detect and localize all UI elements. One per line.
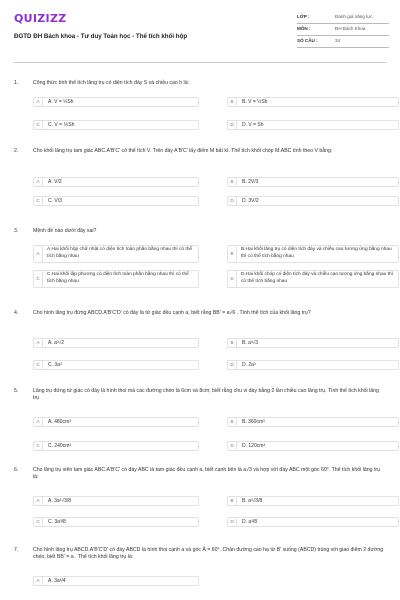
option-letter: C (34, 442, 43, 450)
option-letter: C (34, 361, 43, 369)
option-c[interactable] (33, 360, 199, 370)
meta-row-count (297, 36, 389, 48)
question-number: 6. (14, 467, 19, 473)
option-text: C. 3a³/8 (48, 518, 66, 525)
meta-row-class (297, 12, 389, 24)
question-number: 5. (14, 388, 19, 394)
option-text: C. V = ⅙Sh (48, 121, 75, 128)
option-text: D. 2a³ (242, 361, 256, 368)
option-letter: D (228, 442, 237, 450)
option-letter: A (34, 178, 43, 186)
worksheet-meta (297, 12, 389, 48)
option-text: A.Hai khối hộp chữ nhật có diện tích toàn phần bằng nhau thì có thể tích bằng nhau (47, 247, 193, 259)
option-b[interactable] (227, 338, 399, 348)
option-text: A. 480cm³ (48, 418, 71, 425)
option-letter: C (34, 518, 43, 526)
option-letter: A (34, 577, 43, 585)
meta-value: 34 (335, 38, 341, 44)
option-a[interactable] (33, 338, 199, 348)
option-text: C. 3a³ (48, 361, 62, 368)
question-number: 4. (14, 310, 19, 316)
option-text: D. 3V/2 (242, 197, 259, 204)
option-c[interactable] (33, 517, 199, 527)
question-text: Cho lăng trụ xiên tam giác ABC.A′B′C′ có đáy ABC là tam giác đều cạnh a, biết cạnh bên là a√3 và hợp với đáy ABC một góc 60°. Thể tích khối lăng trụ là: (33, 467, 381, 481)
option-d[interactable] (227, 270, 399, 288)
option-text: B. a³√3/8 (242, 497, 263, 504)
question-text: Cho hình lăng trụ đứng ABCD.A′B′C′D′ có đáy là tứ giác đều cạnh a, biết rằng BB′ = a√6 . Tính thể tích của khối lăng trụ? (33, 310, 311, 316)
meta-value: Đánh giá năng lực (335, 14, 373, 20)
option-b[interactable] (227, 177, 399, 187)
option-letter: B (228, 339, 237, 347)
option-text: D. V = Sh (242, 121, 264, 128)
option-letter: B (228, 178, 237, 186)
option-b[interactable] (227, 97, 399, 107)
option-text: D.Hai khối chóp có diện tích đáy và chiều cao tương ứng bằng nhau thì có thể tích bằng nhau (241, 272, 393, 284)
option-letter: D (228, 271, 237, 287)
option-d[interactable] (227, 360, 399, 370)
question-text: Công thức tính thể tích lăng trụ có diện tích đáy S và chiều cao h là: (33, 80, 190, 86)
option-b[interactable] (227, 245, 399, 263)
question-number: 3. (14, 228, 19, 234)
option-text: A. V = ⅓Sh (48, 98, 74, 105)
option-text: A. a³√2 (48, 339, 65, 346)
option-letter: A (34, 497, 43, 505)
option-letter: A (34, 339, 43, 347)
option-a[interactable] (33, 177, 199, 187)
meta-key: MÔN : (297, 26, 311, 32)
question-text: Mệnh đề nào dưới đây sai? (33, 228, 97, 234)
option-text: A. 3a³√3/8 (48, 497, 72, 504)
quizizz-logo: QUIZIZZ (14, 12, 67, 25)
option-a[interactable] (33, 417, 199, 427)
option-text: C.Hai khối lập phương có diện tích toàn phần bằng nhau thì có thể tích bằng nhau (47, 272, 189, 284)
option-text: C. V/3 (48, 197, 62, 204)
option-letter: D (228, 197, 237, 205)
question-text: Cho khối lăng trụ tam giác ABC.A′B′C′ có thể tích V. Trên đáy A′B′C′ lấy điểm M bất kì. Thể tích khối chóp M.ABC tính theo V bằng: (33, 148, 333, 154)
meta-key: LỚP : (297, 14, 310, 20)
question-number: 1. (14, 80, 19, 86)
option-a[interactable] (33, 97, 199, 107)
option-letter: C (34, 121, 43, 129)
meta-value: ĐH Bách Khoa (335, 26, 366, 32)
meta-row-subject (297, 24, 389, 36)
option-a[interactable] (33, 496, 199, 506)
option-text: B. V = ½Sh (242, 98, 268, 105)
option-a[interactable] (33, 245, 199, 263)
option-text: A. V/2 (48, 178, 62, 185)
option-text: B. 2V/3 (242, 178, 259, 185)
option-letter: A (34, 98, 43, 106)
option-d[interactable] (227, 196, 399, 206)
option-letter: D (228, 121, 237, 129)
question-2 (14, 148, 386, 214)
question-4 (14, 310, 386, 380)
option-text: B.Hai khối lăng trụ có diện tích đáy và chiều cao tương ứng bằng nhau thì có thể tích bằng nhau (241, 247, 392, 259)
option-letter: B (228, 418, 237, 426)
option-text: B. a³√3 (242, 339, 259, 346)
option-letter: A (34, 418, 43, 426)
question-number: 2. (14, 148, 19, 154)
option-text: D. 120cm³ (242, 442, 266, 449)
option-b[interactable] (227, 417, 399, 427)
question-text: Lăng trụ đứng tứ giác có đáy là hình thoi mà các đường chéo là 6cm và 8cm; biết rằng chu vi đáy bằng 2 lần chiều cao lăng trụ. Tính thể tích khối lăng trụ (33, 388, 379, 402)
option-a[interactable] (33, 576, 199, 586)
option-letter: D (228, 361, 237, 369)
option-c[interactable] (33, 441, 199, 451)
question-1 (14, 80, 386, 136)
option-b[interactable] (227, 496, 399, 506)
question-text: Cho hình lăng trụ ABCD.A′B′C′D′ có đáy ABCD là hình thoi cạnh a và góc Â = 60°. Chân đường cao hạ từ B′ xuống (ABCD) trùng với giao điểm 2 đường chéo, biết BB′ = a . Thể tích khối lăng trụ là: (33, 547, 384, 561)
option-letter: D (228, 518, 237, 526)
option-text: A. 3a³/4 (48, 577, 66, 584)
option-letter: B (228, 246, 237, 262)
option-letter: A (34, 246, 43, 262)
option-text: B. 360cm³ (242, 418, 265, 425)
option-d[interactable] (227, 441, 399, 451)
question-7 (14, 547, 386, 597)
option-text: C. 240cm³ (48, 442, 72, 449)
option-c[interactable] (33, 196, 199, 206)
question-number: 7. (14, 547, 19, 553)
meta-key: SỐ CÂU : (297, 38, 318, 44)
option-c[interactable] (33, 120, 199, 130)
option-letter: B (228, 98, 237, 106)
option-d[interactable] (227, 517, 399, 527)
option-text: D. a³/8 (242, 518, 258, 525)
question-6 (14, 467, 386, 539)
header-divider (14, 62, 386, 63)
question-3 (14, 228, 393, 302)
option-d[interactable] (227, 120, 399, 130)
worksheet-title: ĐGTD ĐH Bách khoa - Tư duy Toán học - Thể tích khối hộp (14, 33, 188, 40)
option-letter: C (34, 271, 43, 287)
option-letter: C (34, 197, 43, 205)
worksheet-header (0, 0, 400, 62)
option-letter: B (228, 497, 237, 505)
question-5 (14, 388, 386, 458)
option-c[interactable] (33, 270, 199, 288)
